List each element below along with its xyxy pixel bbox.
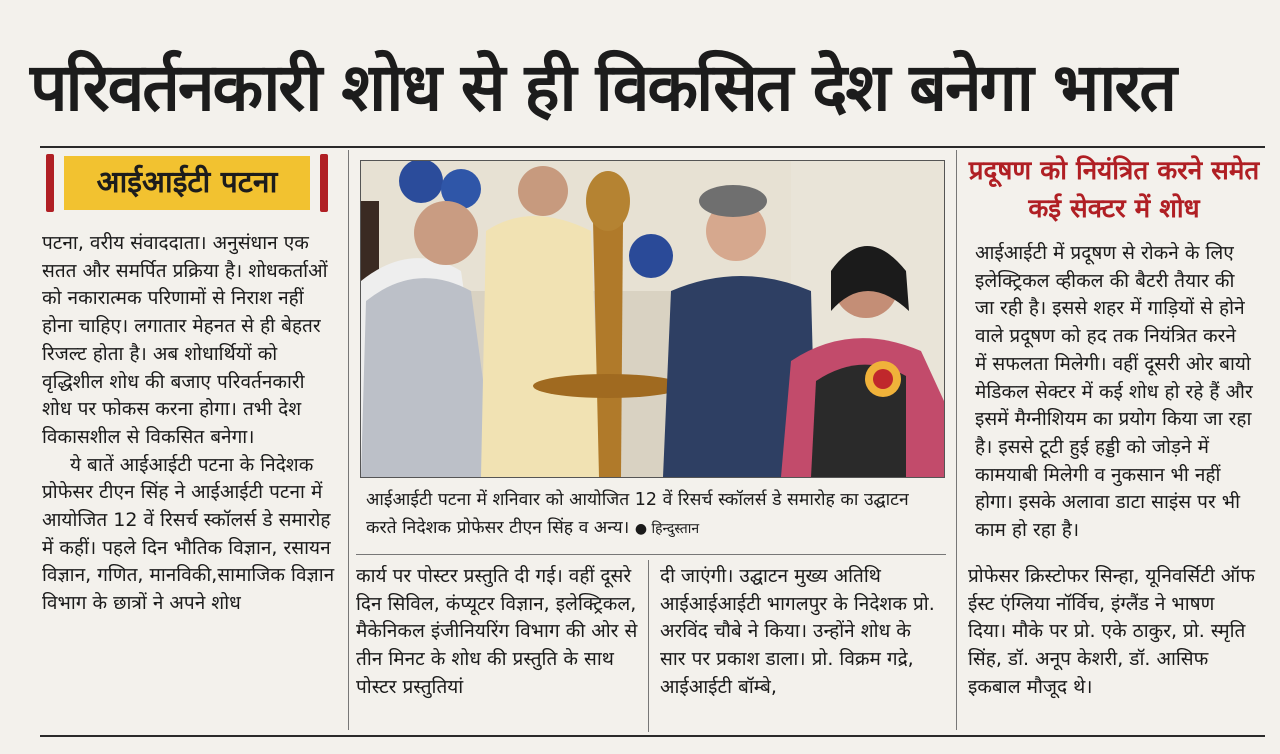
sidebar-headline: प्रदूषण को नियंत्रित करने समेत कई सेक्टर में शोध [968, 156, 1260, 224]
column-4 [968, 563, 1258, 702]
column-1 [42, 230, 340, 618]
column-2-text: कार्य पर पोस्टर प्रस्तुति दी गई। वहीं दूसरे दिन सिविल, कंप्यूटर विज्ञान, इलेक्ट्रिकल, मैकेनिकल इंजीनियरिंग विभाग की ओर से तीन मिनट के शोध की प्रस्तुति के साथ पोस्टर प्रस्तुतियां [356, 565, 638, 698]
bottom-rule [40, 735, 1265, 737]
caption-rule [356, 554, 946, 555]
caption-credit: ● हिन्दुस्तान [634, 521, 700, 537]
tag-bar-left [46, 154, 54, 212]
headline: परिवर्तनकारी शोध से ही विकसित देश बनेगा भारत [30, 49, 1175, 126]
column-divider-3 [956, 150, 957, 730]
column-4-text: प्रोफेसर क्रिस्टोफर सिन्हा, यूनिवर्सिटी ऑफ ईस्ट एंग्लिया नॉर्विच, इंग्लैंड ने भाषण दिया। मौके पर प्रो. एके ठाकुर, प्रो. स्मृति सिंह, डॉ. अनूप केशरी, डॉ. आसिफ इकबाल मौजूद थे। [968, 565, 1255, 698]
lamp-lighting-photo [361, 161, 944, 477]
tag-label: आईआईटी पटना [64, 156, 310, 210]
column-divider-2 [648, 560, 649, 732]
news-photo [360, 160, 945, 478]
caption-text: आईआईटी पटना में शनिवार को आयोजित 12 वें रिसर्च स्कॉलर्स डे समारोह का उद्घाटन करते निदेशक प्रोफेसर टीएन सिंह व अन्य। [366, 490, 909, 538]
tag-bar-right [320, 154, 328, 212]
column-1-para-2: ये बातें आईआईटी पटना के निदेशक प्रोफेसर टीएन सिंह ने आईआईटी पटना में आयोजित 12 वें रिसर्च स्कॉलर्स डे समारोह में कहीं। पहले दिन भौतिक विज्ञान, रसायन विज्ञान, गणित, मानविकी,सामाजिक विज्ञान विभाग के छात्रों ने अपने शोध [42, 453, 335, 615]
column-divider-1 [348, 150, 349, 730]
column-3 [660, 563, 942, 702]
sidebar-text: आईआईटी में प्रदूषण से रोकने के लिए इलेक्ट्रिकल व्हीकल की बैटरी तैयार की जा रही है। इससे शहर में गाड़ियों से होने वाले प्रदूषण को हद तक नियंत्रित करने में सफलता मिलेगी। वहीं दूसरी ओर बायो मेडिकल सेक्टर में कई शोध हो रहे हैं और इसमें मैग्नीशियम का प्रयोग किया जा रहा है। इससे टूटी हुई हड्डी को जोड़ने में कामयाबी मिलेगी व नुकसान भी नहीं होगा। इसके अलावा डाटा साइंस पर भी काम हो रहा है। [975, 242, 1253, 542]
sidebar-body [975, 240, 1253, 545]
column-1-para-1: पटना, वरीय संवाददाता। अनुसंधान एक सतत और समर्पित प्रक्रिया है। शोधकर्ताओं को नकारात्मक परिणामों से निराश नहीं होना चाहिए। लगातार मेहनत से ही बेहतर रिजल्ट होता है। अब शोधार्थियों को वृद्धिशील शोध की बजाए परिवर्तनकारी शोध पर फोकस करना होगा। तभी देश विकासशील से विकसित बनेगा। [42, 232, 328, 448]
section-tag [46, 150, 328, 216]
photo-caption [366, 486, 944, 543]
column-2 [356, 563, 638, 702]
top-rule [40, 146, 1265, 148]
column-3-text: दी जाएंगी। उद्घाटन मुख्य अतिथि आईआईआईटी भागलपुर के निदेशक प्रो. अरविंद चौबे ने किया। उन्होंने शोध के सार पर प्रकाश डाला। प्रो. विक्रम गद्रे, आईआईटी बॉम्बे, [660, 565, 935, 698]
